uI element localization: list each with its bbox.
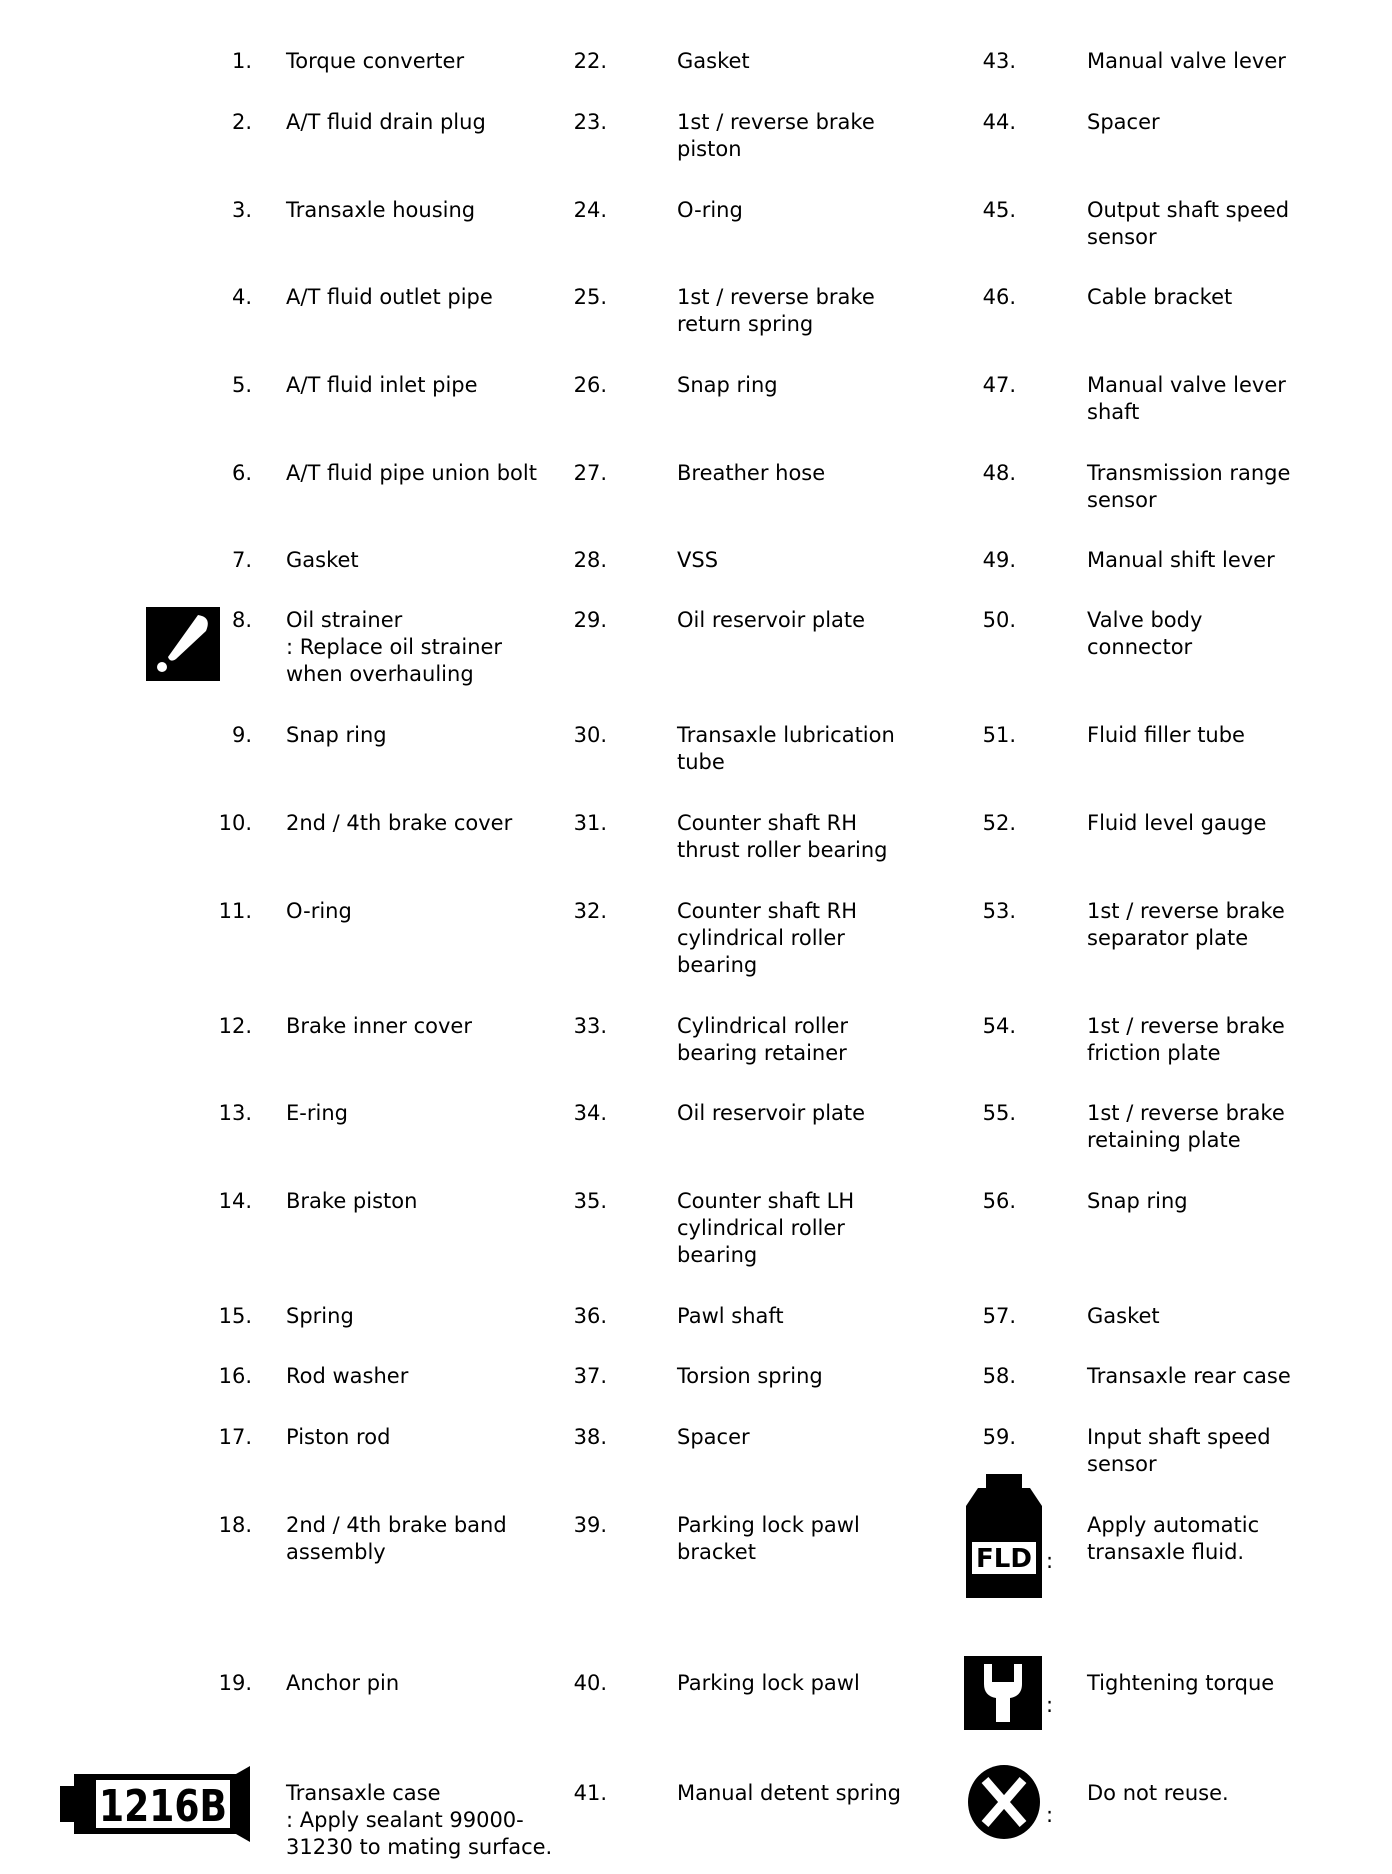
item-description: Gasket <box>677 49 750 73</box>
item-description: Gasket <box>1087 1304 1160 1328</box>
item-description: Counter shaft LH cylindrical roller bearing <box>677 1189 855 1267</box>
item-number: 29. <box>573 608 607 632</box>
item-description: Manual valve lever shaft <box>1087 373 1286 424</box>
item-description: Snap ring <box>677 373 778 397</box>
item-number: 33. <box>573 1014 607 1038</box>
item-number: 51. <box>982 723 1016 747</box>
item-description: 1st / reverse brake separator plate <box>1087 899 1285 950</box>
item-description: Oil reservoir plate <box>677 1101 866 1125</box>
item-number: 55. <box>982 1101 1016 1125</box>
item-description: Output shaft speed sensor <box>1087 198 1290 249</box>
item-number: 15. <box>218 1304 252 1328</box>
do-not-reuse-icon <box>967 1764 1041 1847</box>
item-description: Manual shift lever <box>1087 548 1275 572</box>
item-number: 19. <box>218 1671 252 1695</box>
item-number: 5. <box>231 373 252 397</box>
item-description: Transaxle rear case <box>1087 1364 1291 1388</box>
item-number: 52. <box>982 811 1016 835</box>
tightening-torque-wrench-icon <box>964 1656 1042 1737</box>
oil-strainer-caution-icon <box>146 607 220 688</box>
colon-separator: : <box>1046 1693 1054 1717</box>
item-description: Cable bracket <box>1087 285 1233 309</box>
item-number: 59. <box>982 1425 1016 1449</box>
item-number: 47. <box>982 373 1016 397</box>
item-number: 8. <box>231 608 252 632</box>
item-description: Spacer <box>677 1425 750 1449</box>
item-description: A/T fluid outlet pipe <box>286 285 493 309</box>
item-description: Torsion spring <box>677 1364 823 1388</box>
item-number: 24. <box>573 198 607 222</box>
item-description: Rod washer <box>286 1364 409 1388</box>
item-number: 34. <box>573 1101 607 1125</box>
item-number: 3. <box>231 198 252 222</box>
item-number: 12. <box>218 1014 252 1038</box>
item-number: 43. <box>982 49 1016 73</box>
item-number: 56. <box>982 1189 1016 1213</box>
item-description: Fluid filler tube <box>1087 723 1245 747</box>
item-description: Oil reservoir plate <box>677 608 866 632</box>
item-description: Piston rod <box>286 1425 391 1449</box>
item-number: 49. <box>982 548 1016 572</box>
item-description: E-ring <box>286 1101 348 1125</box>
item-number: 38. <box>573 1425 607 1449</box>
item-description: Manual detent spring <box>677 1781 901 1805</box>
item-number: 40. <box>573 1671 607 1695</box>
item-number: 11. <box>218 899 252 923</box>
item-number: 2. <box>231 110 252 134</box>
item-description: Parking lock pawl <box>677 1671 860 1695</box>
item-description: Apply automatic transaxle fluid. <box>1087 1513 1260 1564</box>
item-description: Snap ring <box>286 723 387 747</box>
item-description: Do not reuse. <box>1087 1781 1229 1805</box>
item-description: Cylindrical roller bearing retainer <box>677 1014 849 1065</box>
item-number: 58. <box>982 1364 1016 1388</box>
item-number: 9. <box>231 723 252 747</box>
item-number: 26. <box>573 373 607 397</box>
item-description: O-ring <box>286 899 352 923</box>
item-description: O-ring <box>677 198 743 222</box>
item-number: 10. <box>218 811 252 835</box>
item-description: Input shaft speed sensor <box>1087 1425 1271 1476</box>
item-number: 22. <box>573 49 607 73</box>
item-number: 45. <box>982 198 1016 222</box>
item-description: Spring <box>286 1304 354 1328</box>
fluid-bottle-icon <box>964 1474 1044 1605</box>
item-description: Transaxle housing <box>286 198 476 222</box>
item-number: 23. <box>573 110 607 134</box>
item-description: A/T fluid drain plug <box>286 110 486 134</box>
colon-separator: : <box>1046 1549 1054 1573</box>
item-number: 30. <box>573 723 607 747</box>
item-number: 25. <box>573 285 607 309</box>
item-description: Brake inner cover <box>286 1014 472 1038</box>
item-description: 1st / reverse brake piston <box>677 110 875 161</box>
item-number: 36. <box>573 1304 607 1328</box>
item-description: 2nd / 4th brake cover <box>286 811 513 835</box>
item-number: 41. <box>573 1781 607 1805</box>
item-description: Transaxle lubrication tube <box>677 723 895 774</box>
item-description: Counter shaft RH thrust roller bearing <box>677 811 888 862</box>
item-number: 54. <box>982 1014 1016 1038</box>
item-description: Parking lock pawl bracket <box>677 1513 860 1564</box>
item-number: 14. <box>218 1189 252 1213</box>
item-description: 1st / reverse brake return spring <box>677 285 875 336</box>
item-description: VSS <box>677 548 719 572</box>
item-number: 39. <box>573 1513 607 1537</box>
item-description: Gasket <box>286 548 359 572</box>
item-description: 1st / reverse brake friction plate <box>1087 1014 1285 1065</box>
item-description: Tightening torque <box>1087 1671 1275 1695</box>
item-description: Snap ring <box>1087 1189 1188 1213</box>
item-description: Valve body connector <box>1087 608 1203 659</box>
item-description: A/T fluid inlet pipe <box>286 373 478 397</box>
item-number: 18. <box>218 1513 252 1537</box>
item-number: 6. <box>231 461 252 485</box>
item-number: 17. <box>218 1425 252 1449</box>
item-description: Manual valve lever <box>1087 49 1286 73</box>
item-description: 2nd / 4th brake band assembly <box>286 1513 507 1564</box>
item-number: 1. <box>231 49 252 73</box>
item-description: Pawl shaft <box>677 1304 784 1328</box>
sealant-tube-icon <box>60 1764 252 1849</box>
item-number: 31. <box>573 811 607 835</box>
item-description: Breather hose <box>677 461 826 485</box>
item-description: Fluid level gauge <box>1087 811 1267 835</box>
item-number: 53. <box>982 899 1016 923</box>
item-description: Brake piston <box>286 1189 418 1213</box>
item-number: 32. <box>573 899 607 923</box>
svg-text:FLD: FLD <box>976 1544 1032 1574</box>
item-number: 57. <box>982 1304 1016 1328</box>
item-description: Counter shaft RH cylindrical roller bearing <box>677 899 858 977</box>
item-number: 46. <box>982 285 1016 309</box>
item-description: Anchor pin <box>286 1671 400 1695</box>
item-number: 4. <box>231 285 252 309</box>
item-number: 13. <box>218 1101 252 1125</box>
item-description: Transaxle case : Apply sealant 99000- 31230 to mating surface. <box>286 1781 553 1859</box>
item-number: 35. <box>573 1189 607 1213</box>
item-description: Transmission range sensor <box>1087 461 1291 512</box>
svg-text:1216B: 1216B <box>99 1781 227 1832</box>
item-description: Oil strainer : Replace oil strainer when overhauling <box>286 608 503 686</box>
item-description: Torque converter <box>286 49 465 73</box>
item-description: Spacer <box>1087 110 1160 134</box>
item-number: 48. <box>982 461 1016 485</box>
item-description: A/T fluid pipe union bolt <box>286 461 537 485</box>
item-number: 7. <box>231 548 252 572</box>
colon-separator: : <box>1046 1803 1054 1827</box>
item-number: 37. <box>573 1364 607 1388</box>
item-number: 50. <box>982 608 1016 632</box>
item-description: 1st / reverse brake retaining plate <box>1087 1101 1285 1152</box>
item-number: 28. <box>573 548 607 572</box>
item-number: 16. <box>218 1364 252 1388</box>
item-number: 44. <box>982 110 1016 134</box>
item-number: 27. <box>573 461 607 485</box>
